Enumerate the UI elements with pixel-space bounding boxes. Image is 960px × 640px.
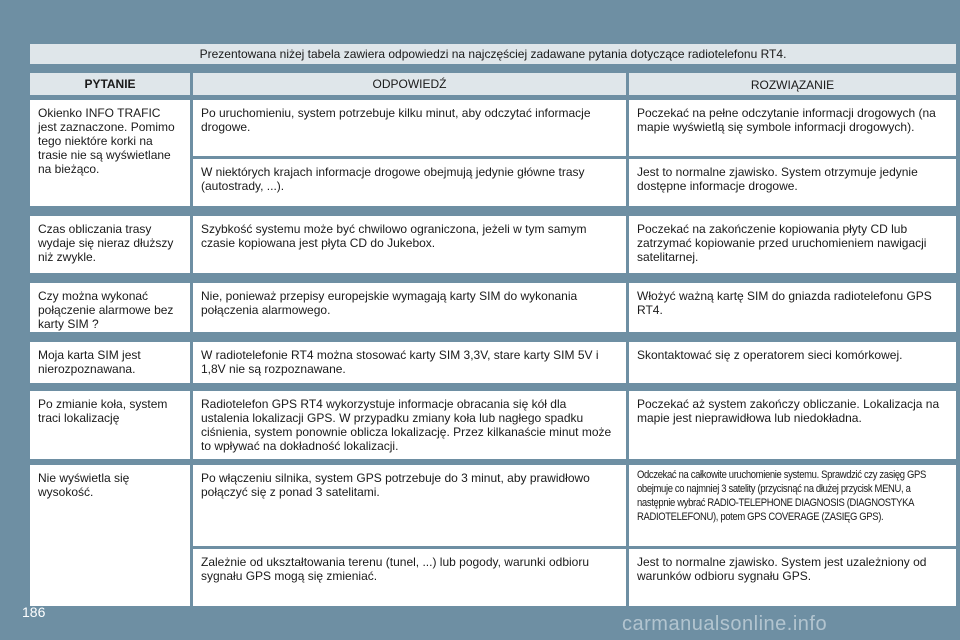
question-cell: Czy można wykonać połączenie alarmowe bez karty SIM ? <box>30 283 190 332</box>
intro-banner: Prezentowana niżej tabela zawiera odpowiedzi na najczęściej zadawane pytania dotyczące radiotelefonu RT4. <box>30 44 956 64</box>
answer-cell: Szybkość systemu może być chwilowo ograniczona, jeżeli w tym samym czasie kopiowana jest płyta CD do Jukebox. <box>193 216 626 273</box>
header-answer: ODPOWIEDŹ <box>193 73 626 95</box>
solution-cell: Jest to normalne zjawisko. System jest uzależniony od warunków odbioru sygnału GPS. <box>629 549 956 606</box>
question-cell: Czas obliczania trasy wydaje się nieraz dłuższy niż zwykle. <box>30 216 190 273</box>
answer-cell: Zależnie od ukształtowania terenu (tunel, ...) lub pogody, warunki odbioru sygnału GPS mogą się zmieniać. <box>193 549 626 606</box>
solution-cell: Skontaktować się z operatorem sieci komórkowej. <box>629 342 956 383</box>
solution-cell: Jest to normalne zjawisko. System otrzymuje jedynie dostępne informacje drogowe. <box>629 159 956 206</box>
question-cell: Po zmianie koła, system traci lokalizację <box>30 391 190 459</box>
watermark: carmanualsonline.info <box>622 613 828 635</box>
answer-cell: W niektórych krajach informacje drogowe obejmują jedynie główne trasy (autostrady, ...). <box>193 159 626 206</box>
header-question: PYTANIE <box>30 73 190 95</box>
answer-cell: Nie, ponieważ przepisy europejskie wymagają karty SIM do wykonania połączenia alarmowego. <box>193 283 626 332</box>
solution-cell <box>629 465 956 546</box>
solution-cell: Poczekać aż system zakończy obliczanie. Lokalizacja na mapie jest nieprawidłowa lub niedokładna. <box>629 391 956 459</box>
answer-cell: W radiotelefonie RT4 można stosować karty SIM 3,3V, stare karty SIM 5V i 1,8V nie są rozpoznawane. <box>193 342 626 383</box>
solution-cell: Włożyć ważną kartę SIM do gniazda radiotelefonu GPS RT4. <box>629 283 956 332</box>
question-cell: Moja karta SIM jest nierozpoznawana. <box>30 342 190 383</box>
solution-cell: Poczekać na pełne odczytanie informacji drogowych (na mapie wyświetlą się symbole informacji drogowych). <box>629 100 956 156</box>
answer-cell: Po włączeniu silnika, system GPS potrzebuje do 3 minut, aby prawidłowo połączyć się z ponad 3 satelitami. <box>193 465 626 546</box>
solution-cell-text: Odczekać na całkowite uruchomienie systemu. Sprawdzić czy zasięg GPS obejmuje co najmniej 3 satelity (przycisnąć na dłużej przycisk MENU, a następnie wybrać RADIO-TELEPHONE DIAGNOSIS (DIAGNOSTYKA RADIOTELEFONU), potem GPS COVERAGE (ZASIĘG GPS). <box>637 469 926 523</box>
page-number: 186 <box>22 604 46 620</box>
answer-cell: Radiotelefon GPS RT4 wykorzystuje informacje obracania się kół dla ustalenia lokalizacji GPS. W przypadku zmiany koła lub nagłego spadku ciśnienia, system ponownie oblicza lokalizację. Przez kilkanaście minut może to wpływać na dokładność lokalizacji. <box>193 391 626 459</box>
question-cell: Nie wyświetla się wysokość. <box>30 465 190 606</box>
solution-cell: Poczekać na zakończenie kopiowania płyty CD lub zatrzymać kopiowanie przed uruchomieniem nawigacji satelitarnej. <box>629 216 956 273</box>
header-solution: ROZWIĄZANIE <box>629 73 956 95</box>
answer-cell: Po uruchomieniu, system potrzebuje kilku minut, aby odczytać informacje drogowe. <box>193 100 626 156</box>
question-cell: Okienko INFO TRAFIC jest zaznaczone. Pomimo tego niektóre korki na trasie nie są wyświetlane na bieżąco. <box>30 100 190 206</box>
